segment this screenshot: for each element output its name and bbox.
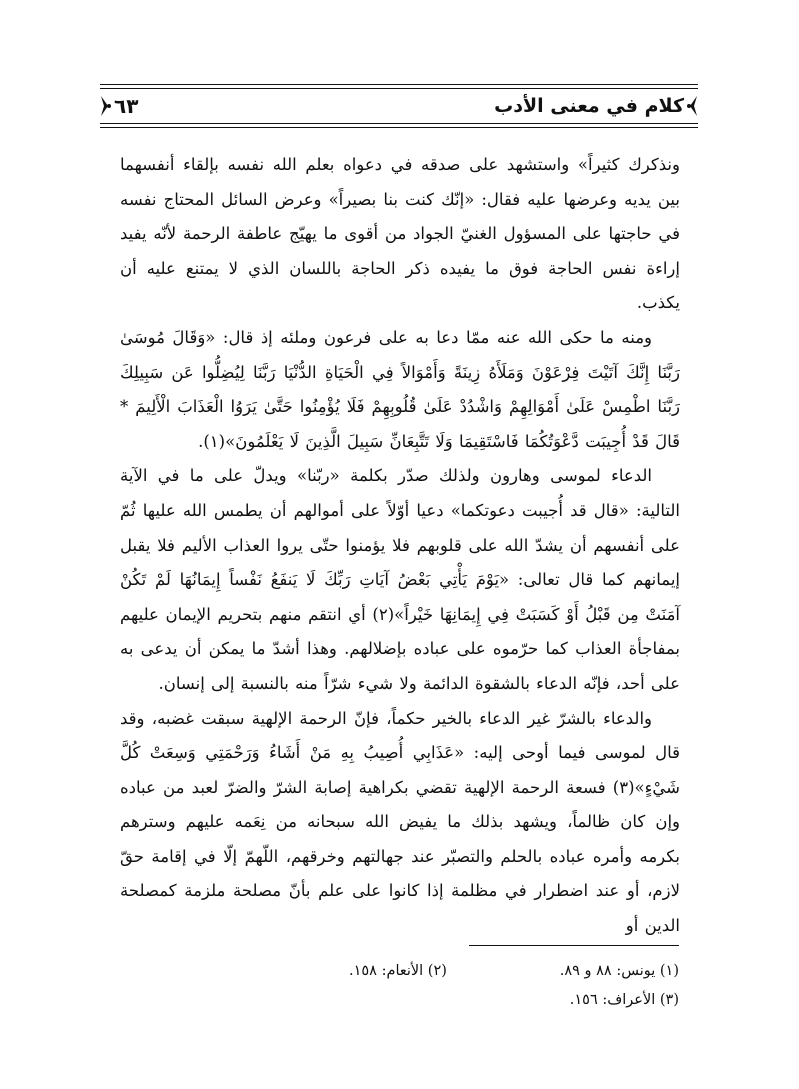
paragraph-2: ومنه ما حكى الله عنه ممّا دعا به على فرعون وملئه إذ قال: «وَقَالَ مُوسَىٰ رَبَّنَا إِنَّكَ آتَيْتَ فِرْعَوْنَ وَمَلَأَهُ زِينَةً وَأَمْوَالاً فِي الْحَيَاةِ الدُّنْيَا رَبَّنَا لِيُضِلُّوا عَن سَبِيلِكَ رَبَّنَا اطْمِسْ عَلَىٰ أَمْوَالِهِمْ وَاشْدُدْ عَلَىٰ قُلُوبِهِمْ فَلَا يُؤْمِنُوا حَتَّىٰ يَرَوُا الْعَذَابَ الْأَلِيمَ * قَالَ قَدْ أُجِيبَت دَّعْوَتُكُمَا فَاسْتَقِيمَا وَلَا تَتَّبِعَانِّ سَبِيلَ الَّذِينَ لَا يَعْلَمُونَ»(١). xyxy=(120,327,680,451)
body-text xyxy=(120,148,680,944)
footnote-divider xyxy=(469,945,679,946)
page-number: ٦٣ xyxy=(114,94,139,118)
footnote-3: (٣) الأعراف: ١٥٦. xyxy=(569,992,679,1008)
paragraph-3: الدعاء لموسى وهارون ولذلك صدّر بكلمة «ربّنا» ويدلّ على ما في الآية التالية: «قال قد أُجيبت دعوتكما» دعيا أوّلاً على أموالهم أن يطمس الله عليها ثُمّ على أنفسهم أن يشدّ الله على قلوبهم فلا يؤمنوا حتّى يروا العذاب الأليم فلا يقبل إيمانهم كما قال تعالى: «يَوْمَ يَأْتِي بَعْضُ آيَاتِ رَبِّكَ لَا يَنفَعُ نَفْساً إِيمَانُهَا لَمْ تَكُنْ آمَنَتْ مِن قَبْلُ أَوْ كَسَبَتْ فِي إِيمَانِهَا خَيْراً»(٢) أي انتقم منهم بتحريم الإيمان عليهم بمفاجأة العذاب كما حرّموه على عباده بإضلالهم. وهذا أشدّ ما يمكن أن يدعى به على أحد، فإنّه الدعاء بالشقوة الدائمة ولا شيء شرّاً منه بالنسبة إلى إنسان. xyxy=(120,466,680,693)
footnotes xyxy=(349,957,679,1015)
footnote-2: (٢) الأنعام: ١٥٨. xyxy=(349,963,447,979)
footnote-row xyxy=(349,957,679,986)
header-ornament-right-icon xyxy=(686,95,698,117)
header-ornament-left-icon xyxy=(100,95,112,117)
running-header xyxy=(100,84,698,128)
footnote-row xyxy=(349,986,679,1015)
running-title: كلام في معنى الأدب xyxy=(494,95,684,117)
paragraph-4: والدعاء بالشرّ غير الدعاء بالخير حكماً، فإنّ الرحمة الإلهية سبقت غضبه، وقد قال لموسى فيما أوحى إليه: «عَذَابِي أُصِيبُ بِهِ مَنْ أَشَاءُ وَرَحْمَتِي وَسِعَتْ كُلَّ شَيْءٍ»(٣) فسعة الرحمة الإلهية تقضي بكراهية إصابة الشرّ والضرّ لعبد من عباده وإن كان ظالماً، ويشهد بذلك ما يفيض الله سبحانه من نِعَمه عليهم وسترهم بكرمه وأمره عباده بالحلم والتصبّر عند جهالتهم وخرقهم، اللّهمّ إلّا في إقامة حقّ لازم، أو عند اضطرار في مظلمة إذا كانوا على علم بأنّ مصلحة ملزمة كمصلحة الدين أو xyxy=(120,708,680,936)
paragraph-1: ونذكرك كثيراً» واستشهد على صدقه في دعواه بعلم الله نفسه بإلقاء أنفسهما بين يديه وعرضها عليه فقال: «إنّك كنت بنا بصيراً» وعرض السائل المحتاج نفسه في حاجتها على المسؤول الغنيّ الجواد من أقوى ما يهيّج عاطفة الرحمة لأنّه يفيد إراءة نفس الحاجة فوق ما يفيده ذكر الحاجة باللسان الذي لا يمتنع عليه أن يكذب. xyxy=(120,155,680,313)
footnote-1: (١) يونس: ٨٨ و ٨٩. xyxy=(559,963,679,979)
